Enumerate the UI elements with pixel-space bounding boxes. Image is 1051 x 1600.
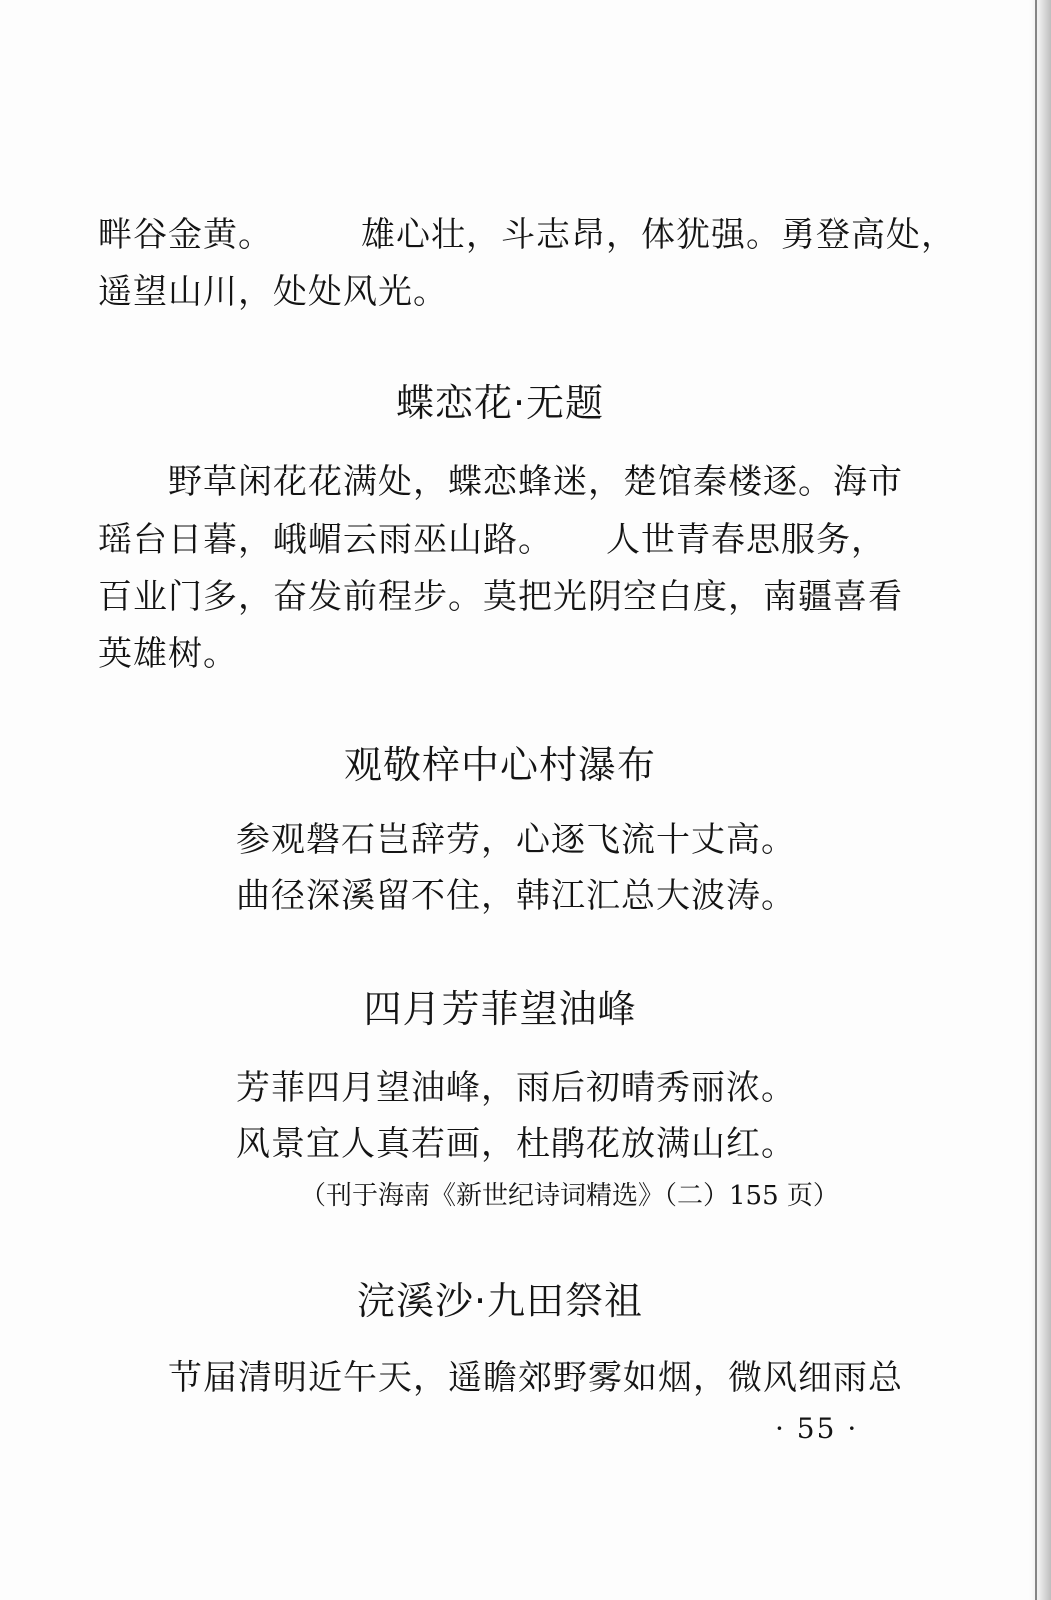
text-line: 野草闲花花满处，蝶恋蜂迷，楚馆秦楼逐。海市 — [98, 462, 903, 502]
text-line: 百业门多，奋发前程步。莫把光阴空白度，南疆喜看 — [98, 577, 903, 617]
poem-title: 浣溪沙·九田祭祖 — [356, 1279, 644, 1323]
text-line: 节届清明近午天，遥瞻郊野雾如烟，微风细雨总 — [98, 1358, 903, 1398]
poem-title: 四月芳菲望油峰 — [363, 987, 637, 1031]
page-number: · 55 · — [775, 1412, 859, 1445]
page-edge-shadow — [1029, 0, 1051, 1600]
text-line: 遥望山川，处处风光。 — [98, 272, 448, 312]
text-line: 英雄树。 — [98, 634, 238, 674]
text-line: 芳菲四月望油峰，雨后初晴秀丽浓。 — [236, 1068, 796, 1108]
publication-note: （刊于海南《新世纪诗词精选》（二）155 页） — [300, 1181, 839, 1211]
poem-title: 蝶恋花·无题 — [395, 381, 605, 425]
text-line: 畔谷金黄。 雄心壮，斗志昂，体犹强。勇登高处， — [98, 215, 956, 255]
poem-title: 观敬梓中心村瀑布 — [343, 743, 656, 787]
text-line: 瑶台日暮，峨嵋云雨巫山路。 人世青春思服务， — [98, 520, 886, 560]
text-line: 曲径深溪留不住，韩江汇总大波涛。 — [236, 876, 796, 916]
page-edge-line — [1035, 0, 1037, 1600]
text-line: 风景宜人真若画，杜鹃花放满山红。 — [236, 1124, 796, 1164]
text-line: 参观磐石岂辞劳，心逐飞流十丈高。 — [236, 820, 796, 860]
